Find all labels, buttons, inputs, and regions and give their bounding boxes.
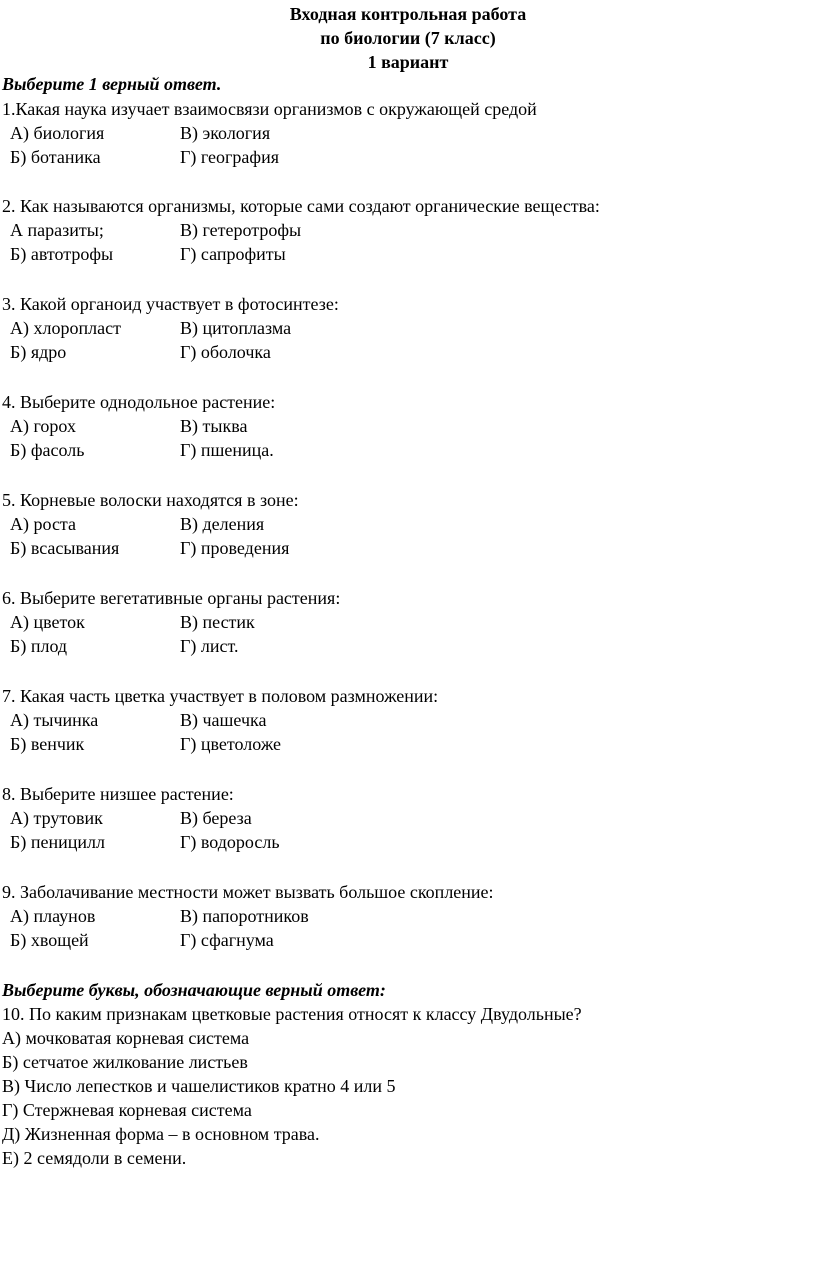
- title-line-3: 1 вариант: [367, 52, 449, 72]
- question-text: 6. Выберите вегетативные органы растения:: [2, 588, 341, 608]
- answer-option: В) папоротников: [180, 906, 309, 926]
- answer-option: Б) ядро: [10, 342, 67, 362]
- answer-option: Б) пеницилл: [10, 832, 105, 852]
- answer-option: А) трутовик: [10, 808, 103, 828]
- document-header: [0, 2, 816, 74]
- answer-option: Б) автотрофы: [10, 244, 114, 264]
- answer-option: А) горох: [10, 416, 76, 436]
- title-line-1: Входная контрольная работа: [289, 4, 527, 24]
- answer-option: Г) сфагнума: [180, 930, 274, 950]
- question-text: 7. Какая часть цветка участвует в половом размножении:: [2, 686, 439, 706]
- question-text: 2. Как называются организмы, которые сами создают органические вещества:: [2, 196, 600, 216]
- answer-option: Г) водоросль: [180, 832, 280, 852]
- question-text: 10. По каким признакам цветковые растения относят к классу Двудольные?: [2, 1004, 582, 1024]
- answer-option: Б) фасоль: [10, 440, 85, 460]
- answer-option: А) биология: [10, 123, 105, 143]
- answer-option: Г) пшеница.: [180, 440, 274, 460]
- answer-option: А паразиты;: [10, 220, 104, 240]
- question-text: 8. Выберите низшее растение:: [2, 784, 234, 804]
- question-text: 4. Выберите однодольное растение:: [2, 392, 276, 412]
- answer-option: Б) хвощей: [10, 930, 89, 950]
- answer-option: Д) Жизненная форма – в основном трава.: [2, 1124, 320, 1144]
- answer-option: Г) оболочка: [180, 342, 271, 362]
- section-heading-multiple-choice: Выберите буквы, обозначающие верный ответ:: [2, 980, 386, 1000]
- answer-option: В) береза: [180, 808, 252, 828]
- answer-option: А) цветок: [10, 612, 85, 632]
- answer-option: А) тычинка: [10, 710, 99, 730]
- answer-option: А) плаунов: [10, 906, 96, 926]
- answer-option: Г) Стержневая корневая система: [2, 1100, 252, 1120]
- answer-option: Г) цветоложе: [180, 734, 282, 754]
- answer-option: В) гетеротрофы: [180, 220, 302, 240]
- question-text: 3. Какой органоид участвует в фотосинтезе:: [2, 294, 339, 314]
- answer-option: В) пестик: [180, 612, 255, 632]
- answer-option: Б) венчик: [10, 734, 85, 754]
- answer-option: А) хлоропласт: [10, 318, 121, 338]
- answer-option: Б) сетчатое жилкование листьев: [2, 1052, 248, 1072]
- answer-option: В) чашечка: [180, 710, 267, 730]
- section-heading-single-choice: Выберите 1 верный ответ.: [2, 74, 222, 94]
- title-line-2: по биологии (7 класс): [320, 28, 496, 48]
- question-text: 1.Какая наука изучает взаимосвязи организмов с окружающей средой: [2, 99, 537, 119]
- answer-option: А) мочковатая корневая система: [2, 1028, 250, 1048]
- answer-option: В) деления: [180, 514, 265, 534]
- answer-option: Е) 2 семядоли в семени.: [2, 1148, 187, 1168]
- answer-option: Г) проведения: [180, 538, 290, 558]
- answer-option: Б) плод: [10, 636, 68, 656]
- answer-option: Б) всасывания: [10, 538, 120, 558]
- answer-option: Г) сапрофиты: [180, 244, 286, 264]
- answer-option: В) тыква: [180, 416, 248, 436]
- question-text: 9. Заболачивание местности может вызвать большое скопление:: [2, 882, 494, 902]
- answer-option: Б) ботаника: [10, 147, 101, 167]
- question-text: 5. Корневые волоски находятся в зоне:: [2, 490, 299, 510]
- answer-option: В) цитоплазма: [180, 318, 292, 338]
- answer-option: Г) география: [180, 147, 279, 167]
- answer-option: А) роста: [10, 514, 77, 534]
- answer-option: В) Число лепестков и чашелистиков кратно 4 или 5: [2, 1076, 396, 1096]
- answer-option: В) экология: [180, 123, 271, 143]
- answer-option: Г) лист.: [180, 636, 239, 656]
